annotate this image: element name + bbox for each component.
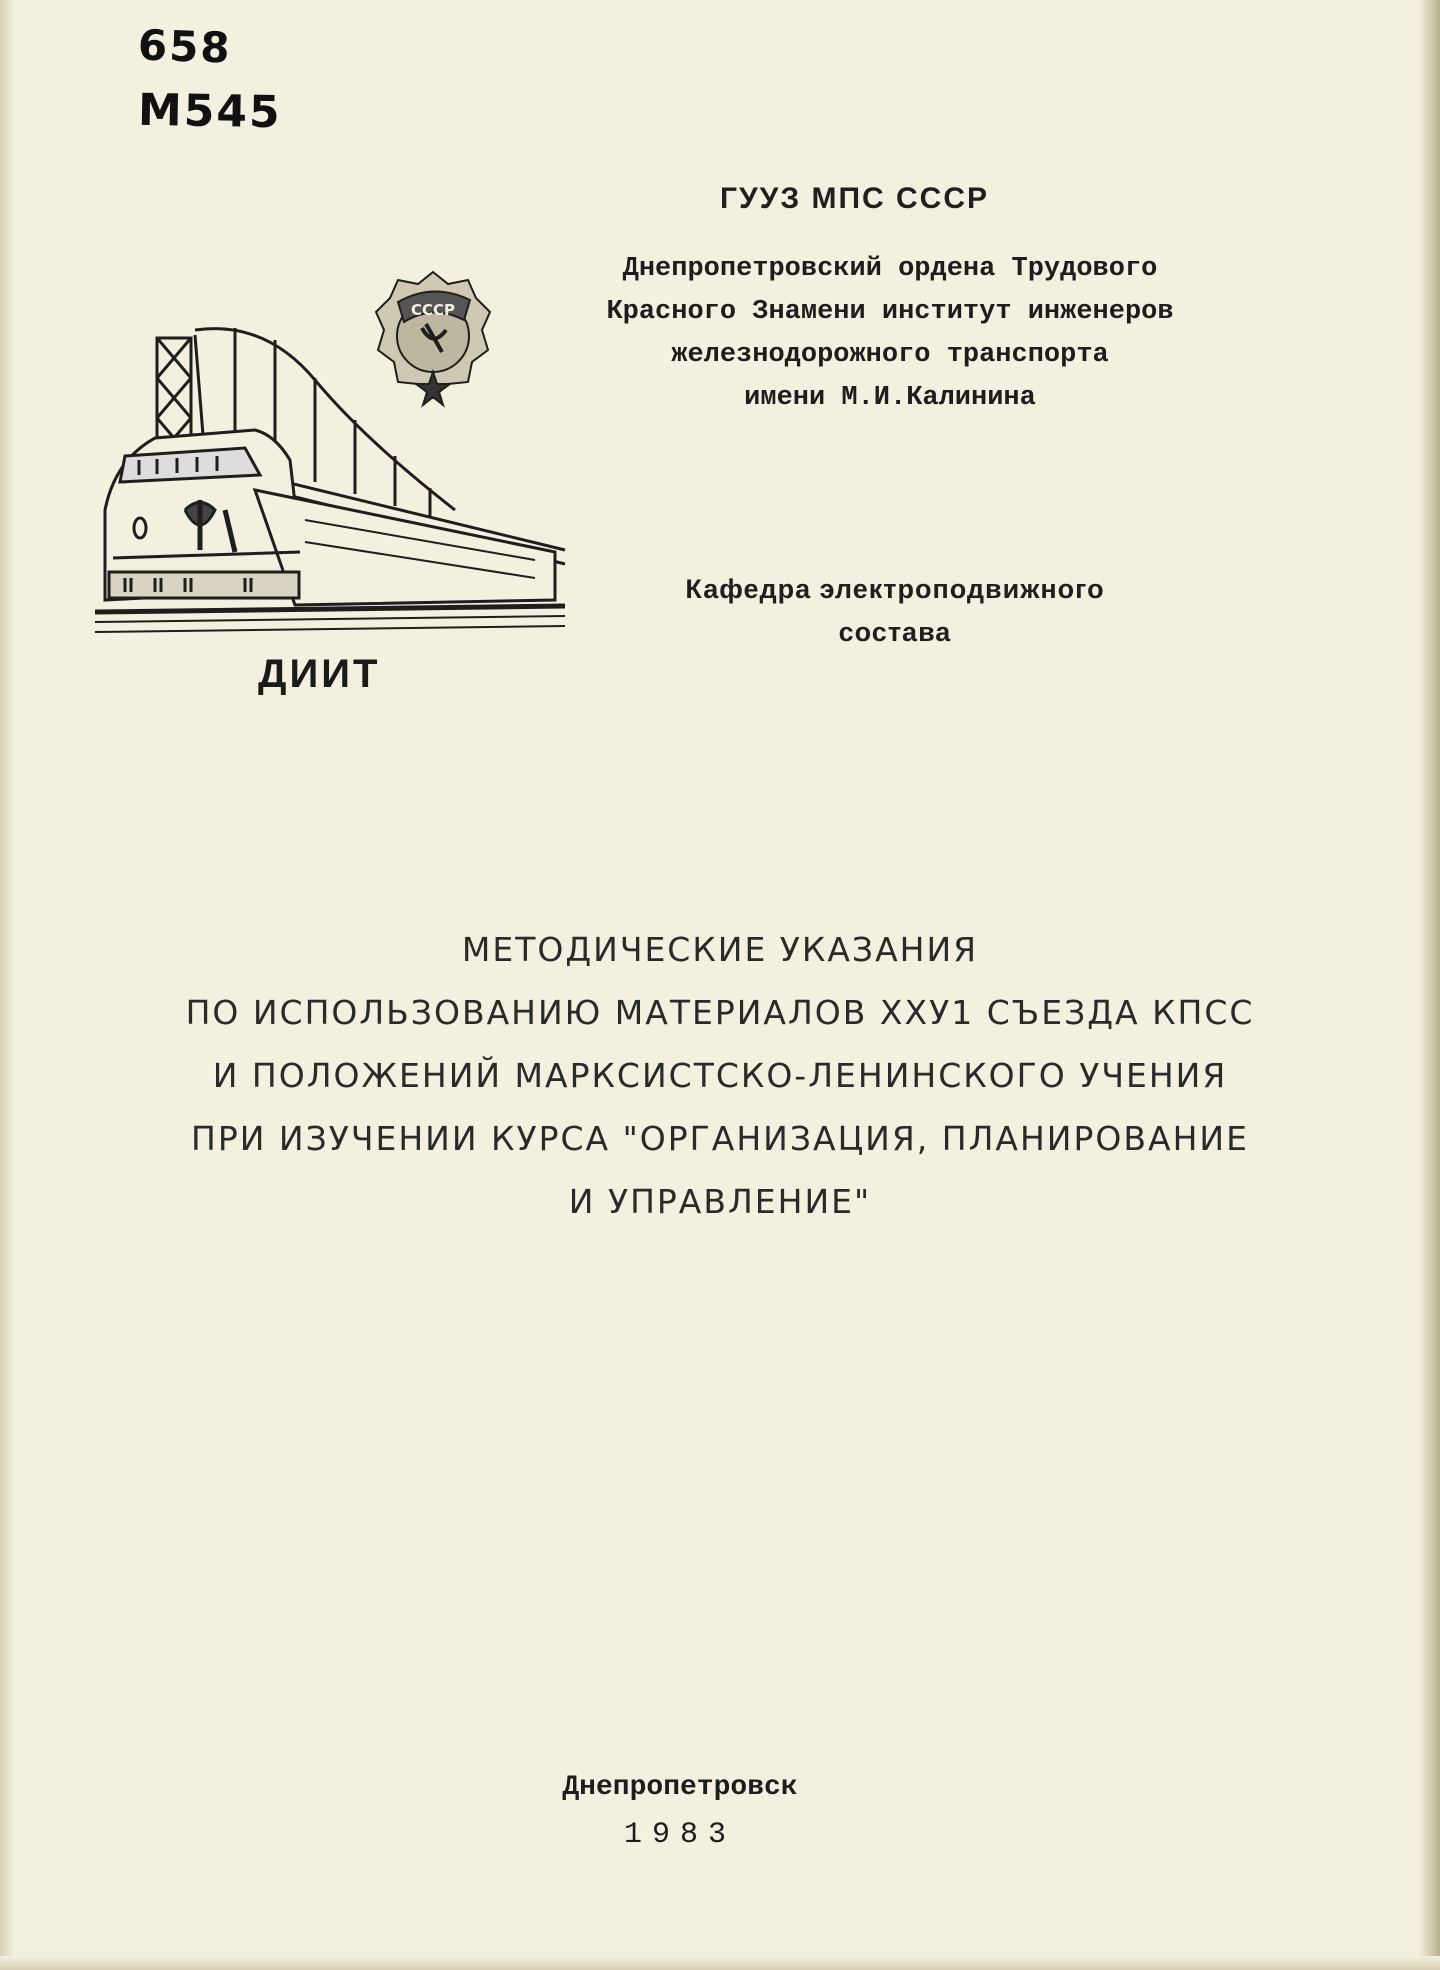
institute-line: имени М.И.Калинина	[744, 383, 1036, 413]
institute-name	[520, 248, 1260, 420]
handwritten-catalog-code: M545	[137, 84, 283, 139]
department-line: состава	[838, 617, 952, 647]
department-name	[620, 568, 1170, 654]
page-edge-left	[0, 0, 14, 1970]
institute-line: Днепропетровский ордена Трудового	[622, 254, 1158, 284]
logo-abbreviation: ДИИТ	[258, 652, 381, 696]
title-line: И УПРАВЛЕНИЕ"	[568, 1182, 872, 1221]
institute-line: железнодорожного транспорта	[671, 340, 1109, 370]
institute-line: Красного Знамени институт инженеров	[606, 297, 1174, 327]
title-line: ПО ИСПОЛЬЗОВАНИЮ МАТЕРИАЛОВ ХХУ1 СЪЕЗДА КПСС	[185, 993, 1255, 1032]
page-edge-right	[1418, 0, 1440, 1970]
ministry-heading: ГУУЗ МПС СССР	[720, 182, 990, 215]
page-edge-bottom	[0, 1956, 1440, 1970]
order-badge-icon	[372, 268, 494, 410]
title-line: И ПОЛОЖЕНИЙ МАРКСИСТСКО-ЛЕНИНСКОГО УЧЕНИЯ	[212, 1056, 1228, 1095]
publication-year: 1983	[623, 1818, 736, 1852]
publication-city: Днепропетровск	[562, 1772, 798, 1803]
department-line: Кафедра электроподвижного	[685, 574, 1105, 604]
title-line: МЕТОДИЧЕСКИЕ УКАЗАНИЯ	[461, 930, 979, 969]
train-bridge-icon	[95, 260, 575, 700]
title-line: ПРИ ИЗУЧЕНИИ КУРСА "ОРГАНИЗАЦИЯ, ПЛАНИРОВАНИЕ	[191, 1119, 1249, 1158]
emblem-text: СССР	[410, 301, 456, 319]
document-title	[130, 918, 1310, 1233]
handwritten-catalog-number: 658	[137, 20, 233, 73]
